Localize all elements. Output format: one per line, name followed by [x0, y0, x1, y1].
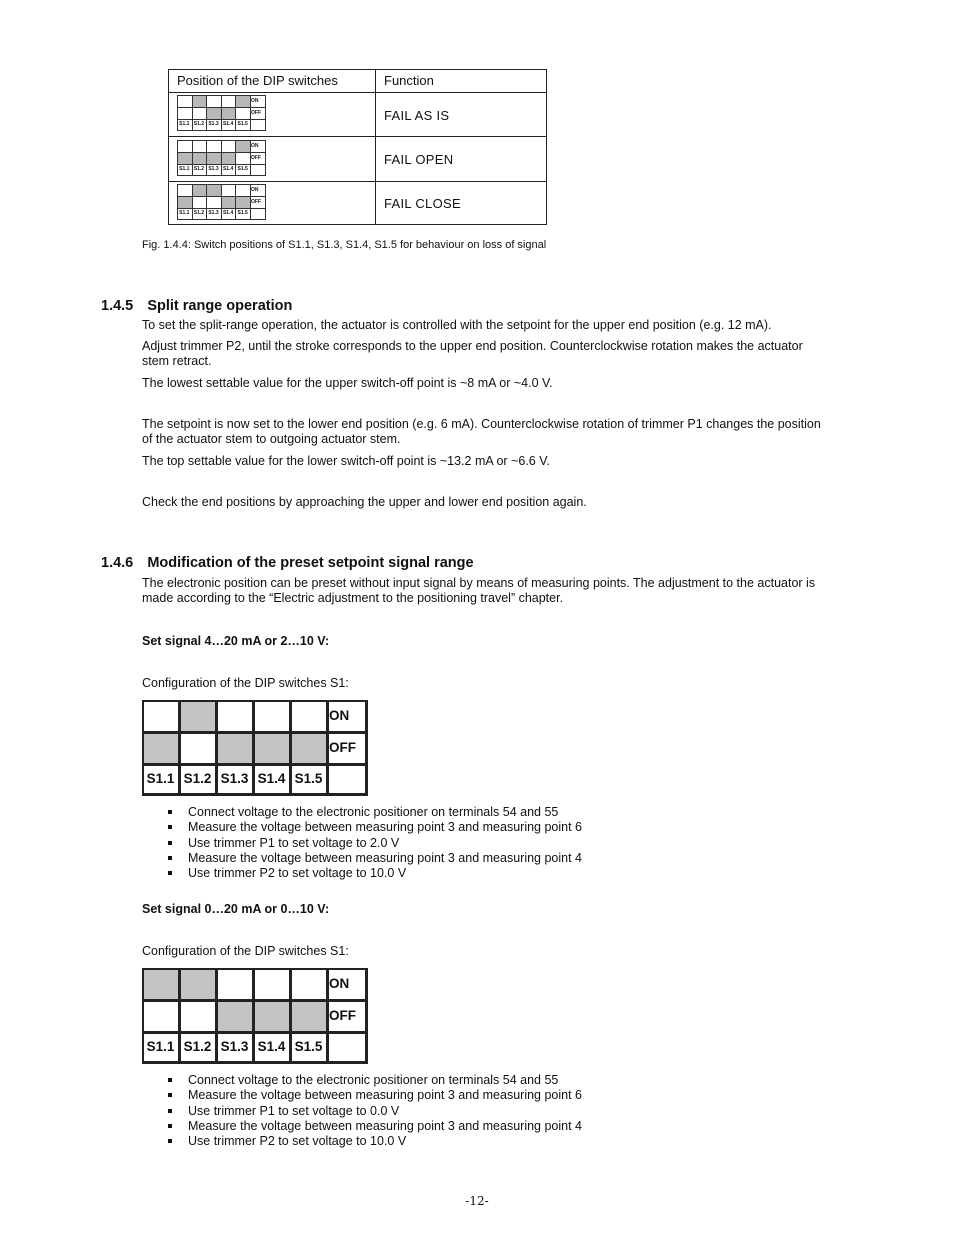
dip-switch-config-b	[142, 968, 368, 1064]
switch-label: S1.1	[179, 210, 190, 216]
table-header-function: Function	[384, 73, 434, 88]
empty-label-cell	[327, 1032, 367, 1063]
off-label: OFF	[329, 1008, 356, 1023]
switch-off-cell	[142, 732, 180, 765]
paragraph: To set the split-range operation, the actuator is controlled with the setpoint for the upper end position (e.g. 12 mA).	[142, 318, 772, 332]
empty-label-cell	[250, 164, 266, 176]
switch-label: S1.3	[208, 210, 219, 216]
switch-label: S1.5	[237, 166, 248, 172]
function-fail-open: FAIL OPEN	[384, 152, 454, 167]
off-label: OFF	[251, 199, 261, 205]
empty-label-cell	[250, 208, 266, 220]
figure-caption: Fig. 1.4.4: Switch positions of S1.1, S1.3, S1.4, S1.5 for behaviour on loss of signal	[142, 239, 547, 251]
dip-switch-config-a	[142, 700, 368, 796]
switch-label: S1.5	[294, 771, 323, 786]
list-item: Measure the voltage between measuring point 3 and measuring point 4	[168, 851, 582, 866]
function-fail-close: FAIL CLOSE	[384, 196, 461, 211]
paragraph: The top settable value for the lower switch-off point is ~13.2 mA or ~6.6 V.	[142, 454, 550, 468]
switch-label: S1.2	[193, 121, 205, 127]
switch-label: S1.4	[257, 771, 286, 786]
switch-on-cell	[179, 700, 217, 733]
config-a-label: Configuration of the DIP switches S1:	[142, 676, 349, 690]
switch-label: S1.1	[146, 1039, 175, 1054]
mini-dip-row-1	[177, 95, 267, 135]
switch-on-cell	[290, 700, 328, 733]
switch-label: S1.1	[179, 166, 190, 172]
section-146-intro: The electronic position can be preset without input signal by means of measuring points. The adjustment to the actuator is made according to the “Electric adjustment to the positioning travel” chapter.	[142, 576, 816, 605]
section-146-heading	[101, 555, 474, 571]
mini-dip-row-3	[177, 184, 267, 224]
on-label: ON	[329, 708, 350, 723]
list-item: Measure the voltage between measuring point 3 and measuring point 4	[168, 1119, 582, 1134]
switch-off-cell	[253, 1000, 291, 1033]
switch-off-cell	[179, 732, 217, 765]
switch-on-cell	[142, 968, 180, 1001]
list-item: Connect voltage to the electronic positioner on terminals 54 and 55	[168, 805, 582, 820]
section-146-number: 1.4.6	[101, 555, 134, 571]
switch-label: S1.2	[193, 210, 205, 216]
page-number: -12-	[465, 1194, 489, 1208]
list-item: Connect voltage to the electronic positioner on terminals 54 and 55	[168, 1073, 582, 1088]
switch-label: S1.5	[237, 121, 248, 127]
on-label: ON	[329, 976, 350, 991]
switch-on-cell	[216, 700, 254, 733]
on-label: ON	[251, 98, 259, 104]
switch-label: S1.3	[208, 166, 219, 172]
list-item: Use trimmer P2 to set voltage to 10.0 V	[168, 1134, 582, 1149]
switch-off-cell	[142, 1000, 180, 1033]
switch-label: S1.4	[222, 210, 234, 216]
table-header-position: Position of the DIP switches	[177, 73, 338, 88]
list-item: Measure the voltage between measuring point 3 and measuring point 6	[168, 820, 582, 835]
switch-label: S1.4	[222, 166, 234, 172]
switch-off-cell	[290, 1000, 328, 1033]
config-a-heading: Set signal 4…20 mA or 2…10 V:	[142, 634, 330, 648]
switch-on-cell	[142, 700, 180, 733]
section-145-heading	[101, 298, 292, 314]
switch-label: S1.2	[183, 771, 212, 786]
config-b-heading: Set signal 0…20 mA or 0…10 V:	[142, 902, 330, 916]
mini-dip-row-2	[177, 140, 267, 180]
switch-label: S1.4	[257, 1039, 286, 1054]
paragraph: The lowest settable value for the upper switch-off point is ~8 mA or ~4.0 V.	[142, 376, 553, 390]
paragraph: Adjust trimmer P2, until the stroke corresponds to the upper end position. Counterclockwise rotation makes the actuator stem retract.	[142, 339, 803, 368]
switch-on-cell	[179, 968, 217, 1001]
list-item: Measure the voltage between measuring point 3 and measuring point 6	[168, 1088, 582, 1103]
switch-label: S1.1	[146, 771, 175, 786]
paragraph: Check the end positions by approaching the upper and lower end position again.	[142, 495, 587, 509]
switch-off-cell	[216, 732, 254, 765]
config-b-steps	[168, 1073, 582, 1149]
switch-label: S1.5	[237, 210, 248, 216]
switch-on-cell	[290, 968, 328, 1001]
switch-label: S1.3	[220, 1039, 249, 1054]
switch-label: S1.1	[179, 121, 190, 127]
dip-function-table	[168, 69, 547, 225]
config-b-label: Configuration of the DIP switches S1:	[142, 944, 349, 958]
switch-label: S1.2	[183, 1039, 212, 1054]
switch-label: S1.3	[208, 121, 219, 127]
list-item: Use trimmer P1 to set voltage to 2.0 V	[168, 836, 582, 851]
off-label: OFF	[329, 740, 356, 755]
switch-off-cell	[216, 1000, 254, 1033]
switch-label: S1.5	[294, 1039, 323, 1054]
section-145-number: 1.4.5	[101, 298, 134, 314]
section-145-title: Split range operation	[147, 298, 293, 314]
switch-off-cell	[179, 1000, 217, 1033]
off-label: OFF	[251, 110, 261, 116]
section-146-title: Modification of the preset setpoint signal range	[147, 555, 474, 571]
empty-label-cell	[250, 119, 266, 131]
on-label: ON	[251, 187, 259, 193]
paragraph: The setpoint is now set to the lower end position (e.g. 6 mA). Counterclockwise rotation of trimmer P1 changes the position of the actuator stem to outgoing actuator stem.	[142, 417, 821, 446]
switch-off-cell	[290, 732, 328, 765]
switch-off-cell	[253, 732, 291, 765]
switch-label: S1.3	[220, 771, 249, 786]
list-item: Use trimmer P1 to set voltage to 0.0 V	[168, 1104, 582, 1119]
function-fail-as-is: FAIL AS IS	[384, 108, 450, 123]
switch-on-cell	[216, 968, 254, 1001]
config-a-steps	[168, 805, 582, 881]
switch-on-cell	[253, 968, 291, 1001]
off-label: OFF	[251, 155, 261, 161]
switch-label: S1.4	[222, 121, 234, 127]
empty-label-cell	[327, 764, 367, 795]
on-label: ON	[251, 143, 259, 149]
switch-label: S1.2	[193, 166, 205, 172]
list-item: Use trimmer P2 to set voltage to 10.0 V	[168, 866, 582, 881]
switch-on-cell	[253, 700, 291, 733]
